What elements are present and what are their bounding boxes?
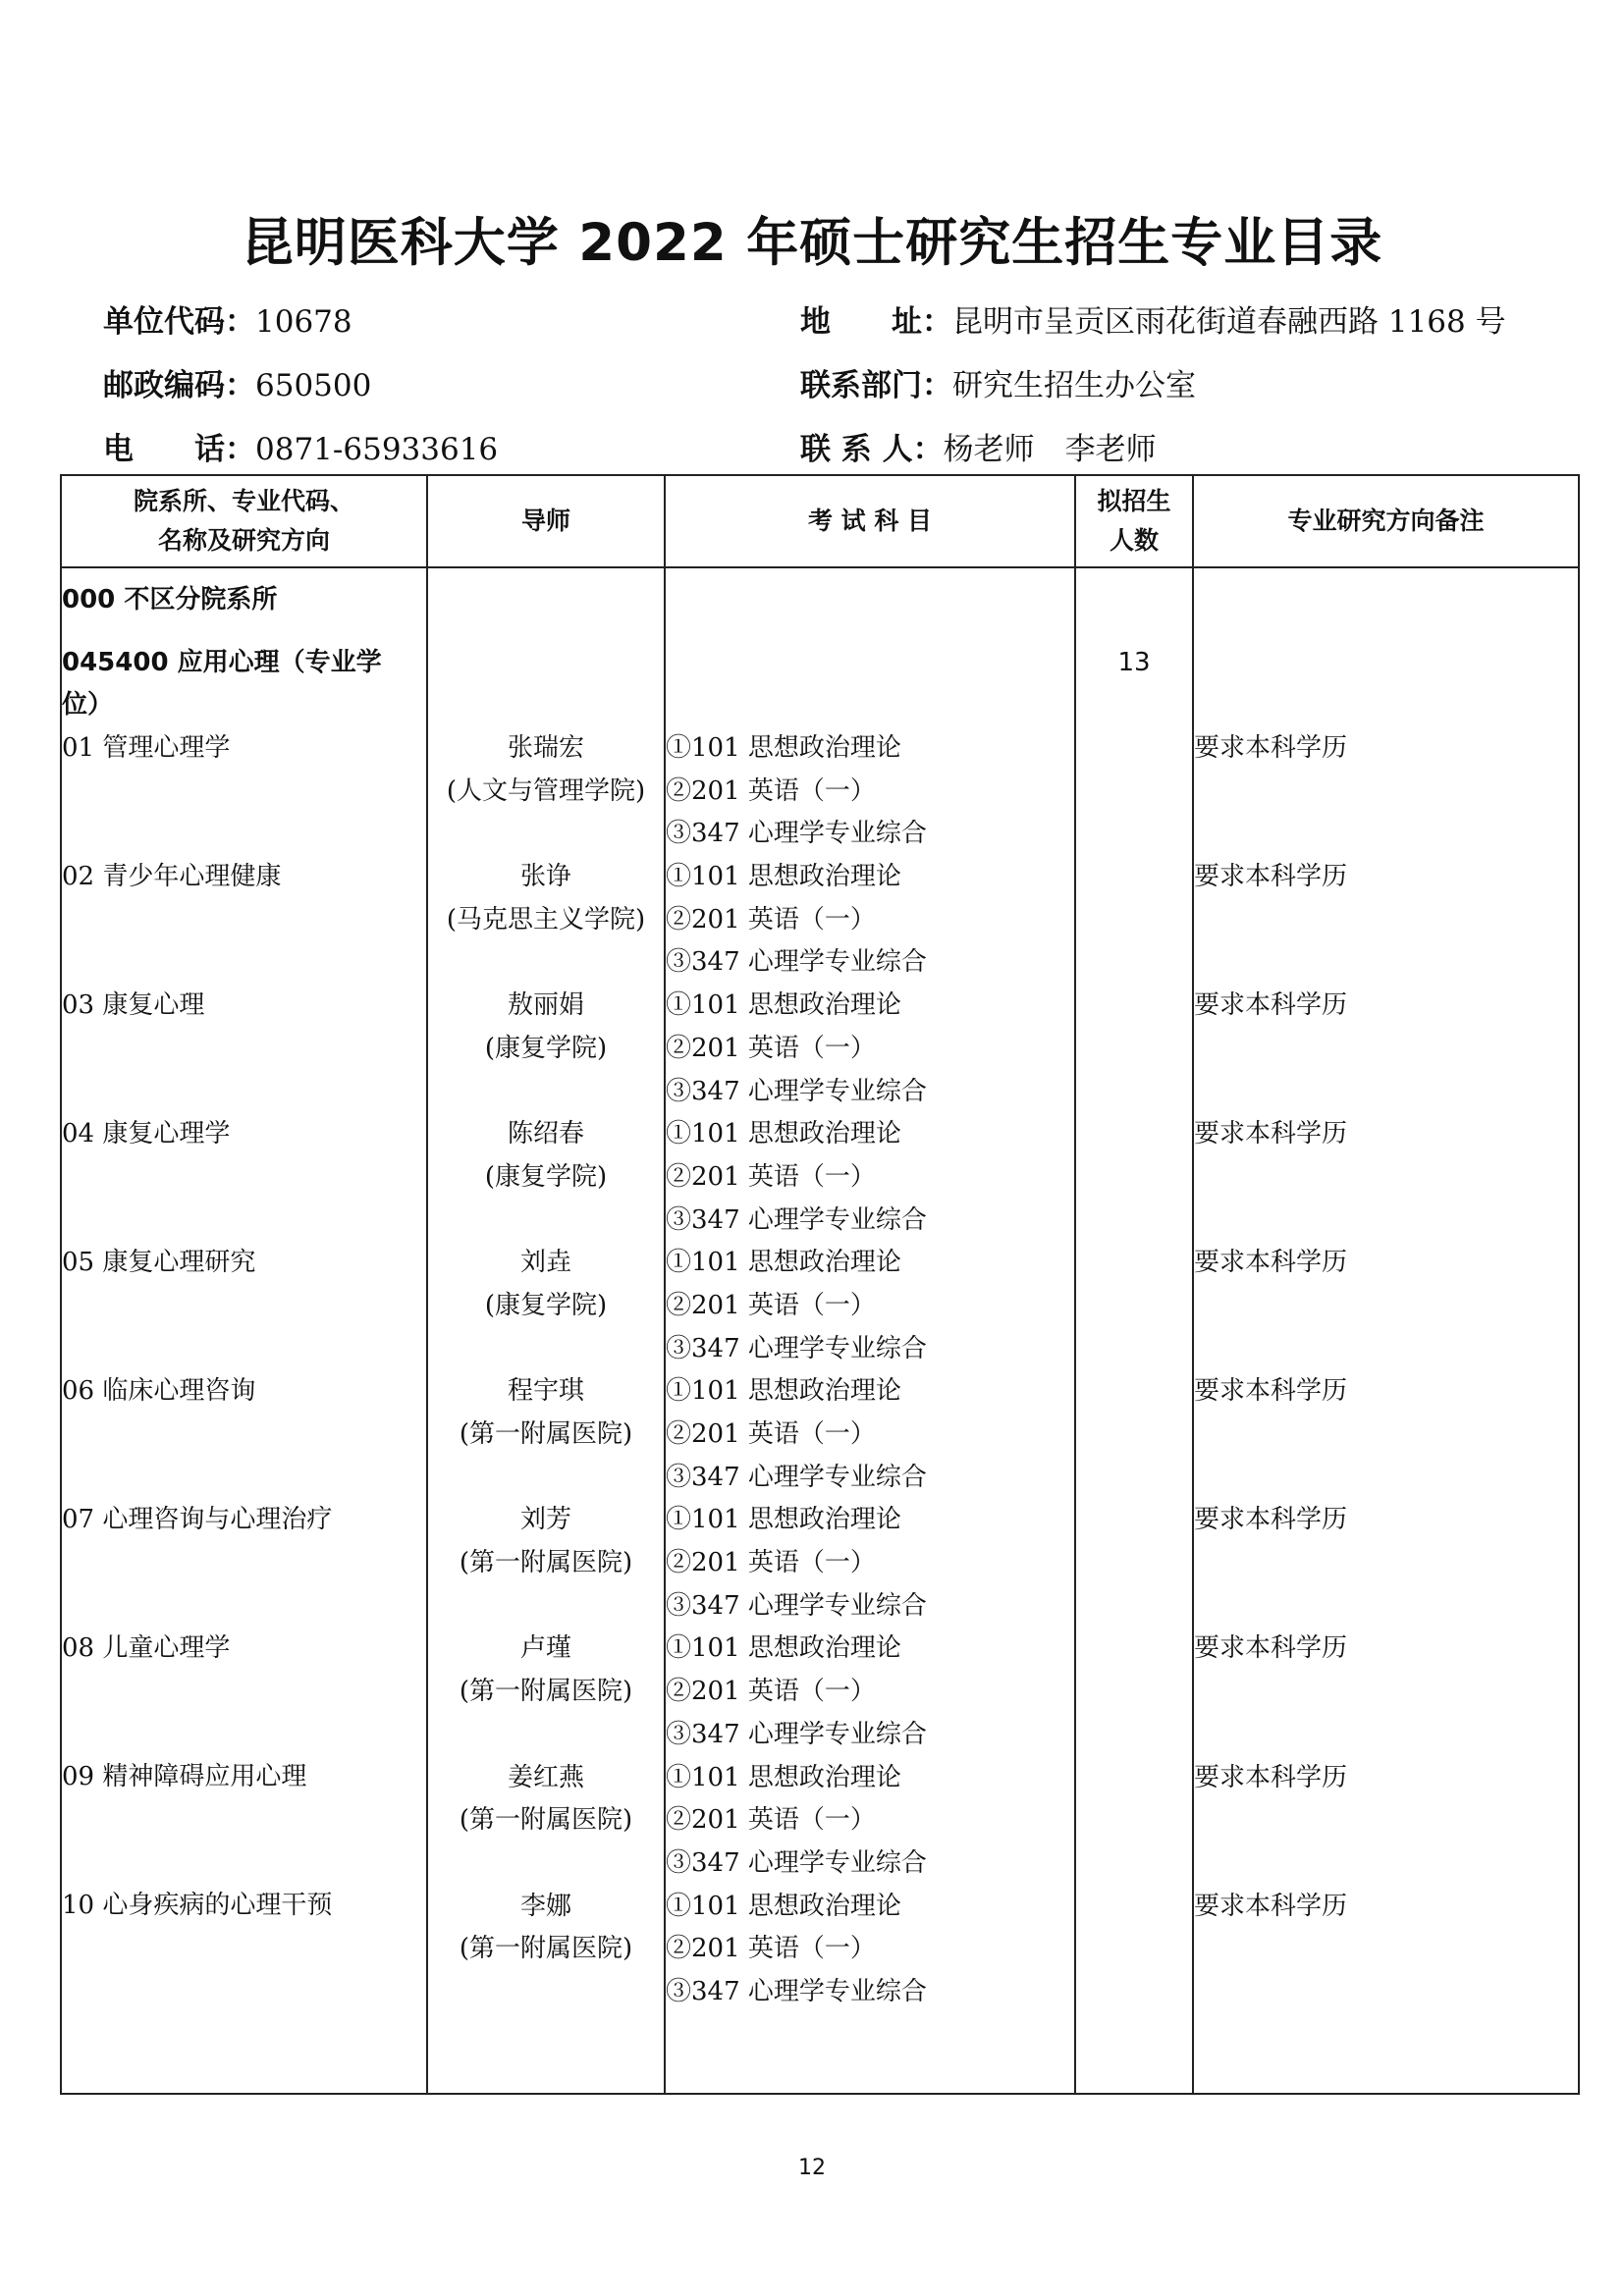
unit-code [103, 296, 352, 341]
direction-item [62, 1113, 426, 1242]
direction-name: 02 青少年心理健康 [62, 861, 282, 891]
header-quota-line1: 拟招生 [1097, 487, 1171, 515]
spacer [62, 1584, 426, 1628]
subjects-item [666, 1242, 1074, 1370]
tutor-item [428, 727, 664, 856]
contact-dept-label: 联系部门： [800, 368, 952, 403]
contact-dept-value: 研究生招生办公室 [952, 368, 1196, 403]
direction-item [62, 727, 426, 856]
note-item [1194, 1628, 1578, 1756]
note-item [1194, 985, 1578, 1113]
subjects-item [666, 1499, 1074, 1628]
direction-name: 03 康复心理 [62, 989, 205, 1020]
header-subjects: 考 试 科 目 [665, 475, 1075, 567]
direction-name: 09 精神障碍应用心理 [62, 1762, 307, 1792]
spacer [62, 1456, 426, 1499]
direction-item [62, 1756, 426, 1885]
direction-note: 要求本科学历 [1194, 1376, 1348, 1407]
spacer [428, 813, 664, 856]
spacer [62, 1671, 426, 1714]
exam-subject: ②201 英语（一） [666, 1934, 876, 1964]
note-item [1194, 1242, 1578, 1370]
spacer [1194, 1200, 1578, 1243]
spacer [1194, 1156, 1578, 1200]
header-major-line2: 名称及研究方向 [157, 526, 330, 555]
spacer [1194, 941, 1578, 985]
direction-note: 要求本科学历 [1194, 1248, 1348, 1278]
spacer [62, 1542, 426, 1585]
tutor-school: (第一附属医院) [459, 1548, 633, 1578]
address [800, 296, 1506, 341]
spacer [62, 1714, 426, 1757]
note-item [1194, 856, 1578, 985]
spacer [62, 1285, 426, 1328]
direction-item [62, 1628, 426, 1756]
phone [103, 424, 498, 468]
quota-column [1075, 567, 1193, 2094]
spacer [1194, 1671, 1578, 1714]
contact-dept [800, 360, 1196, 404]
table-body-row [61, 567, 1579, 2094]
note-item [1194, 727, 1578, 856]
tutor-list [428, 727, 664, 2014]
spacer [1194, 1714, 1578, 1757]
exam-subject: ①101 思想政治理论 [666, 990, 901, 1021]
exam-subject: ①101 思想政治理论 [666, 1891, 901, 1921]
tutor-item [428, 856, 664, 985]
exam-subject: ③347 心理学专业综合 [666, 819, 927, 849]
spacer [428, 1071, 664, 1114]
subjects-item [666, 1757, 1074, 1886]
direction-note: 要求本科学历 [1194, 862, 1348, 892]
spacer [1194, 813, 1578, 856]
tutor-school: (康复学院) [484, 1161, 608, 1192]
contact-person-value: 杨老师 李老师 [943, 432, 1157, 467]
phone-label: 电 话： [103, 432, 255, 467]
spacer [1194, 1414, 1578, 1457]
address-value: 昆明市呈贡区雨花街道春融西路 1168 号 [952, 304, 1506, 340]
spacer [62, 941, 426, 985]
direction-item [62, 1370, 426, 1499]
spacer [62, 1842, 426, 1886]
exam-subject: ②201 英语（一） [666, 904, 876, 934]
unit-code-label: 单位代码： [103, 304, 255, 340]
exam-subject: ①101 思想政治理论 [666, 1633, 901, 1664]
spacer [428, 1971, 664, 2014]
tutor-school: (马克思主义学院) [446, 904, 646, 934]
subjects-list [666, 727, 1074, 2014]
tutor-item [428, 1628, 664, 1756]
header-notes: 专业研究方向备注 [1193, 475, 1579, 567]
tutor-item [428, 1886, 664, 2014]
direction-note: 要求本科学历 [1194, 1119, 1348, 1149]
subjects-item [666, 985, 1074, 1113]
spacer [428, 1585, 664, 1629]
spacer [428, 1328, 664, 1371]
subjects-item [666, 1628, 1074, 1756]
subjects-column [665, 567, 1075, 2094]
table-header-row [61, 475, 1579, 567]
spacer [62, 1928, 426, 1971]
direction-note: 要求本科学历 [1194, 733, 1348, 763]
header-major [61, 475, 427, 567]
notes-column [1193, 567, 1579, 2094]
page-title: 昆明医科大学 2022 年硕士研究生招生专业目录 [241, 213, 1383, 273]
exam-subject: ③347 心理学专业综合 [666, 1847, 927, 1878]
direction-note: 要求本科学历 [1194, 1762, 1348, 1792]
spacer [1194, 1457, 1578, 1500]
exam-subject: ③347 心理学专业综合 [666, 1333, 927, 1363]
spacer [428, 1457, 664, 1500]
spacer [62, 1199, 426, 1242]
spacer [1194, 1328, 1578, 1371]
exam-subject: ②201 英语（一） [666, 1677, 876, 1707]
exam-subject: ②201 英语（一） [666, 775, 876, 806]
spacer [1194, 1928, 1578, 1971]
exam-subject: ①101 思想政治理论 [666, 1376, 901, 1407]
contact-person [800, 424, 1157, 468]
direction-item [62, 1885, 426, 2013]
exam-subject: ③347 心理学专业综合 [666, 1590, 927, 1621]
exam-subject: ②201 英语（一） [666, 1290, 876, 1320]
spacer [62, 1070, 426, 1113]
spacer [1194, 1842, 1578, 1886]
postal-code [103, 360, 371, 404]
direction-list [62, 727, 426, 2014]
address-label: 地 址： [800, 304, 952, 340]
tutor-name: 程宇琪 [507, 1376, 584, 1407]
spacer [1194, 899, 1578, 942]
exam-subject: ②201 英语（一） [666, 1805, 876, 1836]
spacer [62, 1156, 426, 1200]
direction-note: 要求本科学历 [1194, 1505, 1348, 1535]
tutor-name: 张诤 [519, 862, 571, 892]
exam-subject: ③347 心理学专业综合 [666, 1719, 927, 1749]
spacer [428, 941, 664, 985]
tutor-school: (第一附属医院) [459, 1805, 633, 1836]
tutor-school: (第一附属医院) [459, 1419, 633, 1449]
major-column [61, 567, 427, 2094]
direction-item [62, 856, 426, 985]
exam-subject: ①101 思想政治理论 [666, 862, 901, 892]
spacer [62, 1799, 426, 1842]
tutor-school: (第一附属医院) [459, 1677, 633, 1707]
direction-item [62, 1242, 426, 1370]
header-quota-line2: 人数 [1109, 526, 1159, 555]
direction-name: 08 儿童心理学 [62, 1633, 231, 1664]
tutor-school: (人文与管理学院) [446, 775, 646, 806]
spacer [1194, 1799, 1578, 1842]
header-tutor: 导师 [427, 475, 665, 567]
unit-code-value: 10678 [255, 304, 352, 340]
subjects-item [666, 727, 1074, 856]
spacer [62, 813, 426, 856]
subjects-item [666, 856, 1074, 985]
tutor-name: 张瑞宏 [507, 733, 584, 763]
spacer [1194, 1071, 1578, 1114]
spacer [1194, 1285, 1578, 1328]
tutor-name: 姜红燕 [507, 1762, 584, 1792]
postal-code-label: 邮政编码： [103, 368, 255, 403]
subjects-item [666, 1886, 1074, 2014]
tutor-name: 陈绍春 [507, 1119, 584, 1149]
note-item [1194, 1113, 1578, 1242]
subjects-item [666, 1113, 1074, 1242]
direction-name: 01 管理心理学 [62, 732, 231, 763]
spacer [62, 770, 426, 813]
note-item [1194, 1757, 1578, 1886]
header-quota [1075, 475, 1193, 567]
exam-subject: ①101 思想政治理论 [666, 733, 901, 763]
exam-subject: ③347 心理学专业综合 [666, 947, 927, 978]
contact-person-label: 联 系 人： [800, 432, 944, 467]
tutor-name: 李娜 [519, 1891, 571, 1921]
tutor-column [427, 567, 665, 2094]
header-major-line1: 院系所、专业代码、 [133, 487, 354, 515]
direction-item [62, 985, 426, 1113]
spacer [1194, 1585, 1578, 1629]
tutor-name: 敖丽娟 [507, 990, 584, 1021]
notes-list [1194, 727, 1578, 2014]
spacer [428, 1200, 664, 1243]
tutor-school: (康复学院) [484, 1033, 608, 1063]
exam-subject: ②201 英语（一） [666, 1033, 876, 1063]
direction-name: 04 康复心理学 [62, 1118, 231, 1148]
direction-note: 要求本科学历 [1194, 990, 1348, 1021]
note-item [1194, 1499, 1578, 1628]
tutor-item [428, 985, 664, 1113]
spacer [62, 1971, 426, 2014]
exam-subject: ②201 英语（一） [666, 1161, 876, 1192]
spacer [1194, 1028, 1578, 1071]
spacer [62, 1327, 426, 1370]
note-item [1194, 1886, 1578, 2014]
spacer [62, 1414, 426, 1457]
tutor-item [428, 1113, 664, 1242]
direction-name: 10 心身疾病的心理干预 [62, 1891, 333, 1921]
subjects-item [666, 1370, 1074, 1499]
exam-subject: ②201 英语（一） [666, 1419, 876, 1449]
direction-note: 要求本科学历 [1194, 1633, 1348, 1664]
exam-subject: ①101 思想政治理论 [666, 1119, 901, 1149]
direction-note: 要求本科学历 [1194, 1891, 1348, 1921]
exam-subject: ③347 心理学专业综合 [666, 1462, 927, 1492]
spacer [1194, 771, 1578, 814]
spacer [1194, 1542, 1578, 1585]
tutor-item [428, 1370, 664, 1499]
exam-subject: ③347 心理学专业综合 [666, 1204, 927, 1235]
phone-value: 0871-65933616 [255, 432, 499, 467]
direction-item [62, 1499, 426, 1628]
spacer [428, 1714, 664, 1757]
tutor-school: (康复学院) [484, 1290, 608, 1320]
exam-subject: ③347 心理学专业综合 [666, 1976, 927, 2006]
tutor-name: 刘芳 [519, 1505, 571, 1535]
direction-name: 06 临床心理咨询 [62, 1376, 256, 1406]
catalog-table [60, 474, 1580, 2095]
spacer [62, 898, 426, 941]
tutor-item [428, 1242, 664, 1370]
tutor-item [428, 1757, 664, 1886]
exam-subject: ①101 思想政治理论 [666, 1762, 901, 1792]
tutor-name: 刘垚 [519, 1248, 571, 1278]
direction-name: 05 康复心理研究 [62, 1247, 256, 1277]
major-quota: 13 [1117, 648, 1151, 677]
dept-row: 000 不区分院系所 [62, 585, 278, 614]
tutor-name: 卢瑾 [519, 1633, 571, 1664]
tutor-item [428, 1499, 664, 1628]
exam-subject: ①101 思想政治理论 [666, 1505, 901, 1535]
postal-code-value: 650500 [255, 368, 372, 403]
major-row: 045400 应用心理（专业学位） [62, 647, 382, 721]
exam-subject: ①101 思想政治理论 [666, 1248, 901, 1278]
spacer [428, 1842, 664, 1886]
spacer [62, 1028, 426, 1071]
spacer [1194, 1971, 1578, 2014]
note-item [1194, 1370, 1578, 1499]
tutor-school: (第一附属医院) [459, 1934, 633, 1964]
exam-subject: ③347 心理学专业综合 [666, 1076, 927, 1106]
page-number: 12 [798, 2156, 826, 2180]
exam-subject: ②201 英语（一） [666, 1548, 876, 1578]
direction-name: 07 心理咨询与心理治疗 [62, 1505, 333, 1535]
